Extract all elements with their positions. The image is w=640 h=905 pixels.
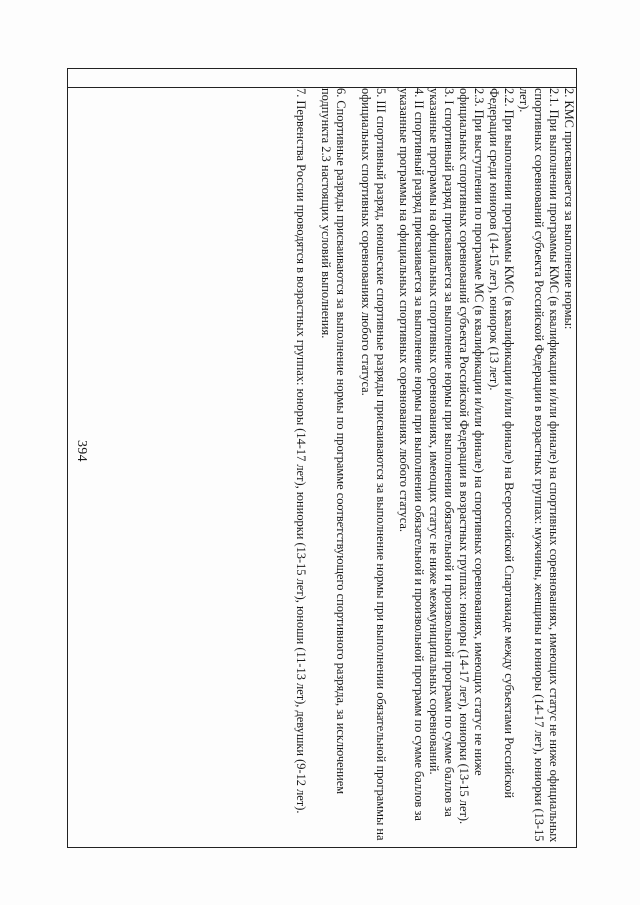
paragraph-2-2: 2.2. При выполнении программы КМС (в квалификации и/или финале) на Всероссийской Спартакиаде между субъектами Российской Федерации среди юниоров (14-15 лет), юниорок (13 лет). <box>487 88 516 799</box>
content-table <box>67 68 577 848</box>
paragraph-4: 4. II спортивный разряд присваивается за выполнение нормы при выполнении обязательной и произвольной программ по сумме баллов за указанные программы на официальных спортивных соревнованиях любого статуса. <box>397 88 426 821</box>
paragraph-2: 2. КМС присваивается за выполнение нормы: <box>562 88 576 330</box>
table-text-cell <box>68 88 577 848</box>
page-number: 394 <box>74 440 89 462</box>
paragraph-3: 3. I спортивный разряд присваивается за выполнение нормы при выполнении обязательной и произвольной программ по сумме баллов за указанные программы на официальных спортивных соревнованиях, имеющих статус не ниже межмуниципальных соревнований. <box>427 88 456 817</box>
table-left-column <box>68 69 577 88</box>
paragraph-6: 6. Спортивные разряды присваиваются за выполнение нормы по программе соответствующего спортивного разряда, за исключением подпункта 2.3 настоящих условий выполнения. <box>319 88 348 795</box>
rotated-content <box>57 68 577 848</box>
paragraph-7: 7. Первенства России проводятся в возрастных группах: юноры (14-17 лет), юниорки (13-15 лет), юноши (11-13 лет), девушки (9-12 лет). <box>294 88 308 814</box>
paragraph-2-3: 2.3. При выступлении по программе МС (в квалификации и/или финале) на спортивных соревнованиях, имеющих статус не ниже официальных спортивных соревнований субъекта Российской Федерации в возрастных группах: юниоры (14-17 лет), юниорки (13-15 лет). <box>457 88 486 825</box>
paragraph-5: 5. III спортивный разряд, юношеские спортивные разряды присваиваются за выполнение нормы при выполнении обязательной программы на официальных спортивных соревнованиях любого статуса. <box>359 88 388 841</box>
paragraph-2-1: 2.1. При выполнении программы КМС (в квалификации и/или финале) на спортивных соревнованиях, имеющих статус не ниже официальных спортивных соревнований субъекта Российской Федерации в возрастных группах: мужчины, женщины и юниоры (14-17 лет), юниорки (13-15 лет). <box>517 88 561 843</box>
